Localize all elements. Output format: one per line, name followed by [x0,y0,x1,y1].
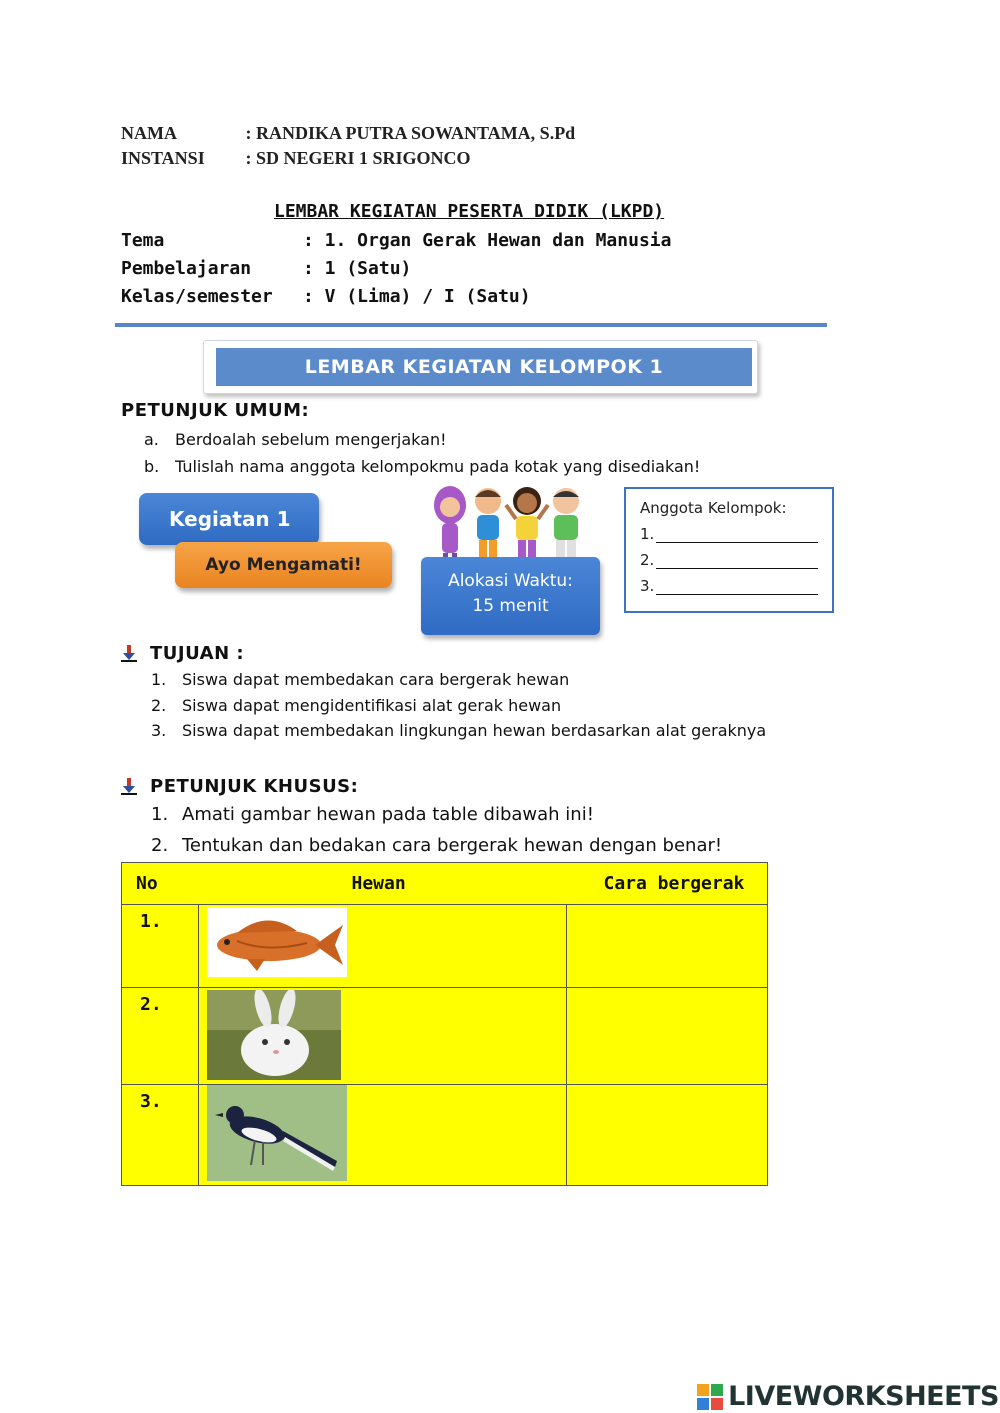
item-marker: 1. [151,670,167,689]
separator-line [115,323,827,327]
instansi-row [121,148,471,169]
cara-bergerak-cell[interactable] [567,1085,768,1186]
child-figure [434,486,466,563]
header-no: No [122,863,199,905]
tema-value: : 1. Organ Gerak Hewan dan Manusia [303,230,672,251]
arrow-bullet-icon [121,645,137,663]
cara-bergerak-cell[interactable] [567,905,768,988]
anggota-title: Anggota Kelompok: [640,499,787,517]
child-figure [475,488,501,563]
pembelajaran-label: Pembelajaran [121,258,252,279]
table-row [122,1085,768,1186]
lkpd-title: LEMBAR KEGIATAN PESERTA DIDIK (LKPD) [274,201,665,222]
banner-title: LEMBAR KEGIATAN KELOMPOK 1 [216,348,752,386]
instansi-value: : SD NEGERI 1 SRIGONCO [245,148,471,168]
line-number: 2. [640,551,655,569]
lkpd-row-kelas [121,286,531,307]
item-marker: 3. [151,721,167,740]
petunjuk-umum-item [144,457,700,476]
row-number: 1. [122,905,199,988]
line-number: 3. [640,577,655,595]
header-hewan: Hewan [351,873,406,894]
item-text: Tulislah nama anggota kelompokmu pada kotak yang disediakan! [175,457,701,476]
rabbit-image [207,990,341,1080]
item-text: Tentukan dan bedakan cara bergerak hewan dengan benar! [182,835,723,856]
table-row [122,905,768,988]
petunjuk-khusus-item [151,835,722,856]
anggota-line-3[interactable] [640,577,818,595]
kelas-label: Kelas/semester [121,286,273,307]
anggota-kelompok-box [624,487,834,613]
name-label: NAMA [121,123,177,143]
name-blank[interactable] [656,578,818,595]
line-number: 1. [640,525,655,543]
header-cara: Cara bergerak [603,873,745,894]
item-marker: 2. [151,696,167,715]
tujuan-title: TUJUAN : [150,643,245,664]
hewan-cell [199,1085,567,1186]
alokasi-label: Alokasi Waktu: [448,571,573,591]
header-hewan-cara [199,863,768,905]
cara-bergerak-cell[interactable] [567,988,768,1085]
hewan-cell [199,905,567,988]
child-figure [506,487,548,563]
logo-text: LIVEWORKSHEETS [728,1381,999,1412]
name-blank[interactable] [656,552,818,569]
lkpd-row-tema [121,230,671,251]
item-marker: 1. [151,804,169,825]
item-text: Siswa dapat mengidentifikasi alat gerak hewan [182,696,562,715]
item-text: Berdoalah sebelum mengerjakan! [175,430,447,449]
item-marker: a. [144,430,159,449]
kelas-value: : V (Lima) / I (Satu) [303,286,531,307]
petunjuk-umum-title: PETUNJUK UMUM: [121,400,310,421]
instansi-label: INSTANSI [121,148,205,168]
row-number: 2. [122,988,199,1085]
tema-label: Tema [121,230,165,251]
bird-image [207,1085,347,1181]
petunjuk-khusus-title: PETUNJUK KHUSUS: [150,776,359,797]
tujuan-item [151,696,561,715]
name-blank[interactable] [656,526,818,543]
kegiatan-badge: Kegiatan 1 [139,493,319,545]
name-value: : RANDIKA PUTRA SOWANTAMA, S.Pd [245,123,576,143]
anggota-line-2[interactable] [640,551,818,569]
animal-table [121,862,768,1186]
liveworksheets-logo [697,1381,999,1412]
petunjuk-umum-item [144,430,447,449]
tujuan-item [151,670,569,689]
item-text: Amati gambar hewan pada table dibawah ini! [182,804,594,825]
ayo-mengamati-badge: Ayo Mengamati! [175,542,392,588]
tujuan-item [151,721,766,740]
item-marker: b. [144,457,160,476]
alokasi-value: 15 menit [472,596,549,616]
anggota-line-1[interactable] [640,525,818,543]
arrow-bullet-icon [121,778,137,796]
fish-image [207,907,347,977]
item-text: Siswa dapat membedakan cara bergerak hewan [182,670,570,689]
child-figure [553,488,579,563]
item-text: Siswa dapat membedakan lingkungan hewan berdasarkan alat geraknya [182,721,767,740]
lkpd-row-pembelajaran [121,258,411,279]
petunjuk-khusus-item [151,804,594,825]
row-number: 3. [122,1085,199,1186]
children-illustration [430,483,590,563]
table-header-row [122,863,768,905]
pembelajaran-value: : 1 (Satu) [303,258,412,279]
hewan-cell [199,988,567,1085]
table-row [122,988,768,1085]
item-marker: 2. [151,835,169,856]
alokasi-waktu-box [421,557,600,635]
logo-grid-icon [697,1384,723,1410]
name-row [121,123,575,144]
